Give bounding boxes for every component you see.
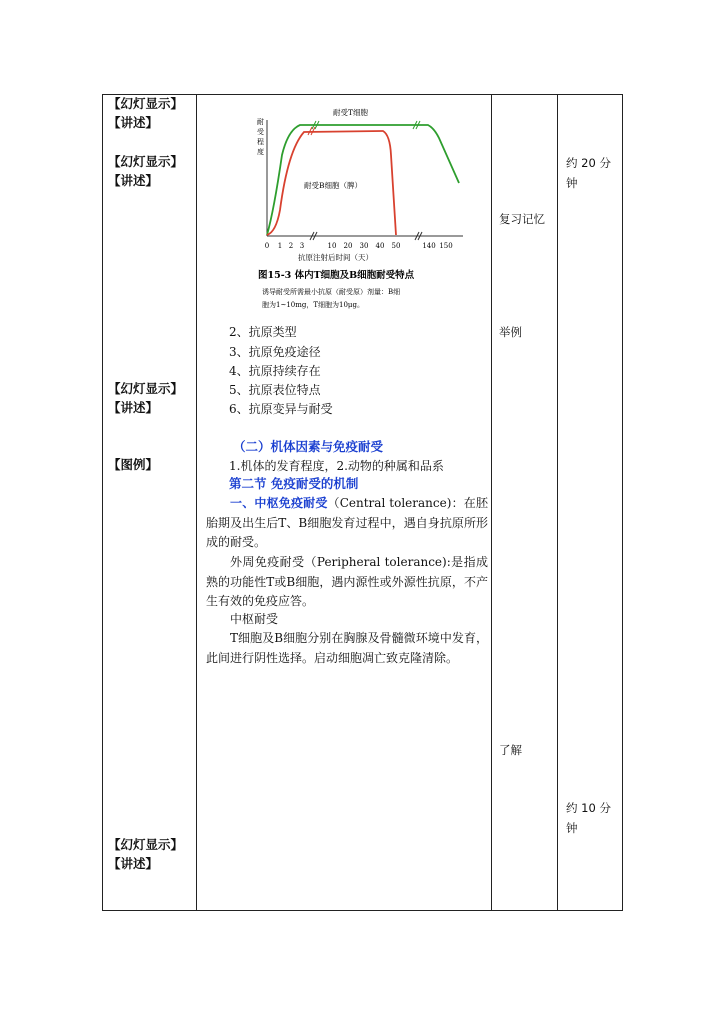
peripheral-tolerance-paragraph: 外周免疫耐受（Peripheral tolerance):是指成熟的功能性T或B细胞，遇内源性或外源性抗原，不产生有效的免疫应答。 (206, 555, 488, 608)
activity-label: 了解 (499, 743, 522, 757)
teaching-method-label: 【讲述】 (108, 400, 159, 415)
column-divider-3 (557, 94, 558, 911)
teaching-method-label: 【讲述】 (108, 115, 159, 130)
x-tick-label: 30 (359, 242, 369, 250)
x-axis-label: 抗原注射后时间（天） (298, 253, 373, 262)
x-tick-label: 1 (277, 242, 283, 250)
section-heading: 第二节 免疫耐受的机制 (229, 476, 359, 491)
x-tick-label: 50 (391, 242, 401, 250)
teaching-method-label: 【图例】 (108, 457, 159, 472)
central-tolerance-text: （Central tolerance)：在胚胎期及出生后T、B细胞发育过程中，遇自身抗原所形成的耐受。 (206, 496, 488, 549)
body-line: 1.机体的发育程度，2.动物的种属和品系 (229, 459, 444, 473)
y-axis-label: 耐 受 程 度 (257, 118, 264, 156)
x-tick-label: 2 (288, 242, 294, 250)
t-cell-label: 耐受T细胞 (333, 108, 369, 117)
x-tick-label: 40 (375, 242, 385, 250)
time-allocation: 约 10 分 (566, 801, 611, 815)
activity-label: 复习记忆 (499, 212, 545, 226)
x-tick-label: 140 (422, 242, 436, 250)
list-item: 4、抗原持续存在 (229, 364, 321, 378)
teaching-method-label: 【幻灯显示】 (108, 96, 184, 111)
time-allocation: 钟 (566, 176, 578, 190)
teaching-method-label: 【讲述】 (108, 856, 159, 871)
list-item: 2、抗原类型 (229, 325, 297, 339)
central-tolerance-detail: T细胞及B细胞分别在胸腺及骨髓微环境中发育，此间进行阴性选择。启动细胞凋亡致克隆清除。 (206, 631, 488, 665)
teaching-method-label: 【讲述】 (108, 173, 159, 188)
time-allocation: 钟 (566, 821, 578, 835)
x-tick-label: 10 (327, 242, 337, 250)
x-tick-labels (265, 242, 453, 250)
figure-caption: 图15-3 体内T细胞及B细胞耐受特点 (258, 270, 415, 281)
list-item: 5、抗原表位特点 (229, 383, 321, 397)
list-item: 6、抗原变异与耐受 (229, 402, 333, 416)
teaching-method-label: 【幻灯显示】 (108, 154, 184, 169)
x-tick-label: 150 (439, 242, 453, 250)
teaching-method-label: 【幻灯显示】 (108, 837, 184, 852)
figure-note-line2: 胞为1~10mg，T细胞为10μg。 (262, 301, 364, 309)
x-tick-label: 0 (264, 242, 270, 250)
tolerance-figure (238, 100, 468, 315)
figure-note-line1: 诱导耐受所需最小抗原（耐受原）剂量：B细 (262, 288, 401, 296)
central-tolerance-paragraph (206, 494, 488, 553)
time-allocation: 约 20 分 (566, 156, 611, 170)
b-cell-label: 耐受B细胞（脾） (304, 181, 363, 190)
x-tick-label: 3 (299, 242, 305, 250)
x-tick-label: 20 (343, 242, 353, 250)
y-label-char: 耐 (257, 118, 264, 126)
section-heading: （二）机体因素与免疫耐受 (233, 439, 384, 454)
column-divider-1 (196, 94, 197, 911)
list-item: 3、抗原免疫途径 (229, 345, 321, 359)
central-tolerance-heading: 一、中枢免疫耐受 (230, 496, 328, 510)
teaching-method-label: 【幻灯显示】 (108, 381, 184, 396)
central-tolerance-subheading: 中枢耐受 (230, 612, 279, 626)
column-divider-2 (491, 94, 492, 911)
t-cell-curve (267, 125, 459, 235)
activity-label: 举例 (499, 325, 522, 339)
